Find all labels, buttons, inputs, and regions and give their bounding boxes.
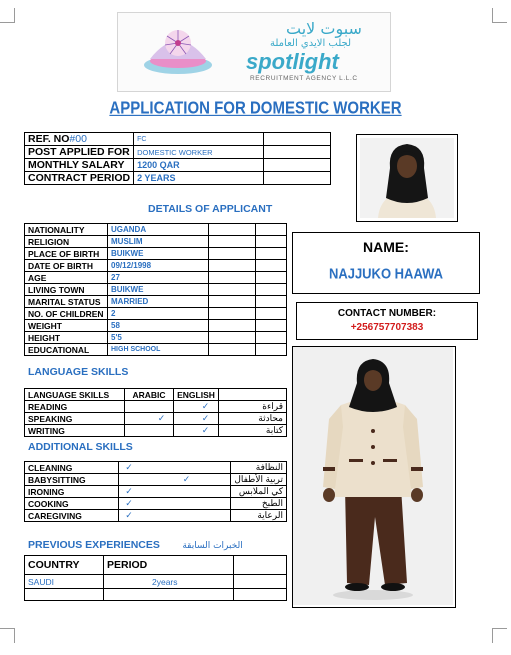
details-label: LIVING TOWN (25, 284, 108, 296)
details-row (25, 236, 287, 248)
additional-skill-row (25, 498, 287, 510)
experience-heading-arabic: الخبرات السابقة (182, 541, 243, 551)
portrait-photo (360, 138, 454, 218)
experience-country: SAUDI (25, 575, 104, 589)
additional-skill-row (25, 486, 287, 498)
salary-label: MONTHLY SALARY (25, 159, 134, 172)
experience-col-period: PERIOD (104, 556, 234, 575)
details-label: WEIGHT (25, 320, 108, 332)
details-label: PLACE OF BIRTH (25, 248, 108, 260)
details-empty (256, 272, 287, 284)
details-empty (209, 236, 256, 248)
logo-arabic-subtitle: لجلب الايدي العاملة (270, 38, 352, 49)
crop-mark-top-right (492, 8, 507, 23)
logo-subtitle: RECRUITMENT AGENCY L.L.C (250, 75, 358, 82)
details-empty (256, 308, 287, 320)
details-row (25, 248, 287, 260)
language-english-check: ✓ (174, 401, 219, 413)
additional-skill-label: CLEANING (25, 462, 119, 474)
details-empty (209, 260, 256, 272)
details-row (25, 320, 287, 332)
details-label: EDUCATIONAL (25, 344, 108, 356)
details-row (25, 272, 287, 284)
contract-value: 2 YEARS (134, 172, 264, 185)
additional-skill-arabic: الطبخ (231, 498, 287, 510)
details-label: DATE OF BIRTH (25, 260, 108, 272)
additional-skill-row (25, 474, 287, 486)
experience-heading: PREVIOUS EXPERIENCES (28, 539, 160, 551)
details-value: MARRIED (108, 296, 209, 308)
language-col-skill: LANGUAGE SKILLS (25, 389, 125, 401)
language-english-check: ✓ (174, 413, 219, 425)
details-empty (209, 248, 256, 260)
details-value: UGANDA (108, 224, 209, 236)
applicant-name: NAJJUKO HAAWA (328, 264, 444, 283)
details-value: 5'5 (108, 332, 209, 344)
details-empty (256, 320, 287, 332)
experience-period: 2years (104, 575, 234, 589)
salary-value: 1200 QAR (134, 159, 264, 172)
contact-box (296, 302, 478, 340)
details-empty (209, 332, 256, 344)
post-value: DOMESTIC WORKER (134, 146, 264, 159)
additional-skill-arabic: الرعاية (231, 510, 287, 522)
logo-banner (117, 12, 391, 92)
ref-value: #00 (69, 133, 87, 145)
details-empty (256, 248, 287, 260)
details-value: HIGH SCHOOL (108, 344, 209, 356)
post-label: POST APPLIED FOR (25, 146, 134, 159)
crop-mark-bottom-left (0, 628, 15, 643)
details-value: 2 (108, 308, 209, 320)
language-skills-heading: LANGUAGE SKILLS (28, 366, 129, 378)
name-box (292, 232, 480, 294)
details-row (25, 284, 287, 296)
additional-skill-row (25, 510, 287, 522)
experience-table (24, 555, 287, 601)
crop-mark-top-left (0, 8, 15, 23)
details-empty (209, 320, 256, 332)
full-body-photo (293, 347, 453, 605)
details-row (25, 260, 287, 272)
logo-name: spotlight (246, 49, 339, 74)
crop-mark-bottom-right (492, 628, 507, 643)
additional-skill-label: BABYSITTING (25, 474, 119, 486)
additional-skill-label: COOKING (25, 498, 119, 510)
additional-skills-heading: ADDITIONAL SKILLS (28, 441, 133, 453)
language-arabic-check (125, 401, 174, 413)
additional-skill-check: ✓ (119, 510, 231, 522)
details-label: NATIONALITY (25, 224, 108, 236)
contact-label: CONTACT NUMBER: (337, 308, 437, 319)
details-label: MARITAL STATUS (25, 296, 108, 308)
ref-label: REF. NO (28, 133, 70, 145)
additional-skill-check: ✓ (119, 462, 231, 474)
portrait-photo-frame (356, 134, 458, 222)
language-skill-label: SPEAKING (25, 413, 125, 425)
applicant-details-table (24, 223, 287, 356)
details-label: RELIGION (25, 236, 108, 248)
details-value: 27 (108, 272, 209, 284)
details-row (25, 296, 287, 308)
language-skill-label: WRITING (25, 425, 125, 437)
language-skill-arabic: قراءة (219, 401, 287, 413)
details-row (25, 224, 287, 236)
ref-extra: FC (134, 133, 264, 146)
details-heading: DETAILS OF APPLICANT (148, 203, 273, 215)
additional-skill-arabic: كي الملابس (231, 486, 287, 498)
details-empty (209, 272, 256, 284)
details-empty (209, 284, 256, 296)
experience-heading-row (28, 535, 243, 553)
details-label: HEIGHT (25, 332, 108, 344)
details-empty (209, 224, 256, 236)
additional-skill-arabic: النظافة (231, 462, 287, 474)
details-label: NO. OF CHILDREN (25, 308, 108, 320)
details-empty (256, 344, 287, 356)
language-row (25, 401, 287, 413)
job-info-table (24, 132, 331, 185)
contract-label: CONTRACT PERIOD (25, 172, 134, 185)
additional-skill-row (25, 462, 287, 474)
details-empty (256, 296, 287, 308)
details-empty (256, 224, 287, 236)
page-title: APPLICATION FOR DOMESTIC WORKER (109, 98, 402, 119)
language-col-english: ENGLISH (174, 389, 219, 401)
additional-skill-label: CAREGIVING (25, 510, 119, 522)
details-row (25, 332, 287, 344)
language-english-check: ✓ (174, 425, 219, 437)
logo-arabic-name: سبوت لايت (286, 19, 362, 38)
additional-skill-label: IRONING (25, 486, 119, 498)
details-empty (209, 296, 256, 308)
details-empty (209, 344, 256, 356)
language-col-arabic: ARABIC (125, 389, 174, 401)
language-arabic-check (125, 425, 174, 437)
language-row (25, 425, 287, 437)
language-skill-arabic: محادثة (219, 413, 287, 425)
details-value: 09/12/1998 (108, 260, 209, 272)
details-row (25, 308, 287, 320)
logo-emblem-icon (128, 19, 228, 83)
details-value: BUIKWE (108, 284, 209, 296)
details-value: BUIKWE (108, 248, 209, 260)
details-empty (256, 332, 287, 344)
full-body-photo-frame (292, 346, 456, 608)
additional-skill-arabic: تربية الأطفال (231, 474, 287, 486)
contact-number: +256757707383 (350, 322, 424, 333)
additional-skill-check: ✓ (119, 498, 231, 510)
details-empty (256, 236, 287, 248)
details-value: 58 (108, 320, 209, 332)
details-empty (256, 260, 287, 272)
details-value: MUSLIM (108, 236, 209, 248)
details-label: AGE (25, 272, 108, 284)
language-skills-table (24, 388, 287, 437)
name-label: NAME: (363, 239, 409, 255)
additional-skills-table (24, 461, 287, 522)
language-skill-arabic: كتابة (219, 425, 287, 437)
details-empty (209, 308, 256, 320)
additional-skill-check: ✓ (119, 474, 231, 486)
language-skill-label: READING (25, 401, 125, 413)
details-empty (256, 284, 287, 296)
language-arabic-check: ✓ (125, 413, 174, 425)
experience-col-country: COUNTRY (25, 556, 104, 575)
details-row (25, 344, 287, 356)
language-row (25, 413, 287, 425)
additional-skill-check: ✓ (119, 486, 231, 498)
